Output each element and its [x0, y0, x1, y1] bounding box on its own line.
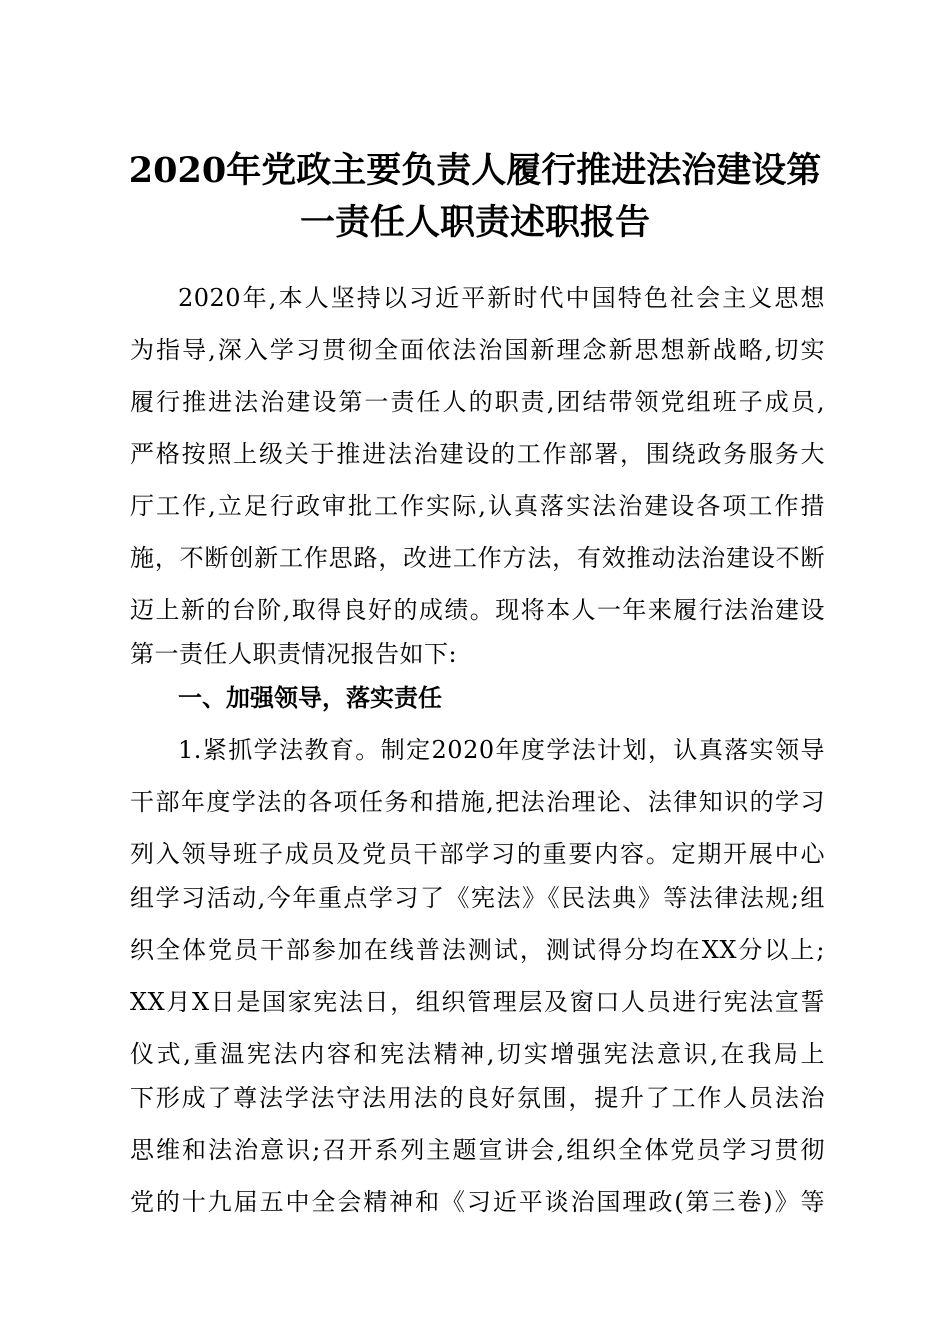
intro-line: 迈上新的台阶,取得良好的成绩。现将本人一年来履行法治建设 [130, 596, 825, 624]
intro-line: 施，不断创新工作思路，改进工作方法，有效推动法治建设不断 [130, 544, 825, 572]
intro-line: 厅工作,立足行政审批工作实际,认真落实法治建设各项工作措 [130, 492, 825, 520]
section-1-line: 下形成了尊法学法守法用法的良好氛围，提升了工作人员法治 [130, 1084, 825, 1112]
section-1-line: 织全体党员干部参加在线普法测试，测试得分均在XX分以上; [130, 936, 825, 964]
section-1-line: 列入领导班子成员及党员干部学习的重要内容。定期开展中心 [130, 840, 825, 868]
intro-line: 严格按照上级关于推进法治建设的工作部署，围绕政务服务大 [130, 440, 825, 468]
section-1-line: XX月X日是国家宪法日，组织管理层及窗口人员进行宪法宣誓 [130, 988, 825, 1016]
intro-line: 履行推进法治建设第一责任人的职责,团结带领党组班子成员, [130, 388, 825, 416]
document-title-line-2: 一责任人职责述职报告 [299, 202, 650, 243]
document-title-line-1: 2020年党政主要负责人履行推进法治建设第 [128, 150, 822, 191]
section-1-line: 干部年度学法的各项任务和措施,把法治理论、法律知识的学习 [130, 788, 825, 816]
intro-line: 2020年,本人坚持以习近平新时代中国特色社会主义思想 [178, 284, 825, 312]
section-heading-1: 一、加强领导，落实责任 [178, 684, 442, 712]
section-1-line: 思维和法治意识;召开系列主题宣讲会,组织全体党员学习贯彻 [130, 1136, 825, 1164]
section-1-line: 组学习活动,今年重点学习了《宪法》《民法典》等法律法规;组 [130, 884, 825, 912]
section-1-line: 1.紧抓学法教育。制定2020年度学法计划，认真落实领导 [178, 736, 825, 764]
intro-line: 第一责任人职责情况报告如下: [130, 640, 458, 668]
intro-line: 为指导,深入学习贯彻全面依法治国新理念新思想新战略,切实 [130, 336, 825, 364]
section-1-line: 党的十九届五中全会精神和《习近平谈治国理政(第三卷)》等 [130, 1188, 825, 1216]
section-1-line: 仪式,重温宪法内容和宪法精神,切实增强宪法意识,在我局上 [130, 1040, 825, 1068]
